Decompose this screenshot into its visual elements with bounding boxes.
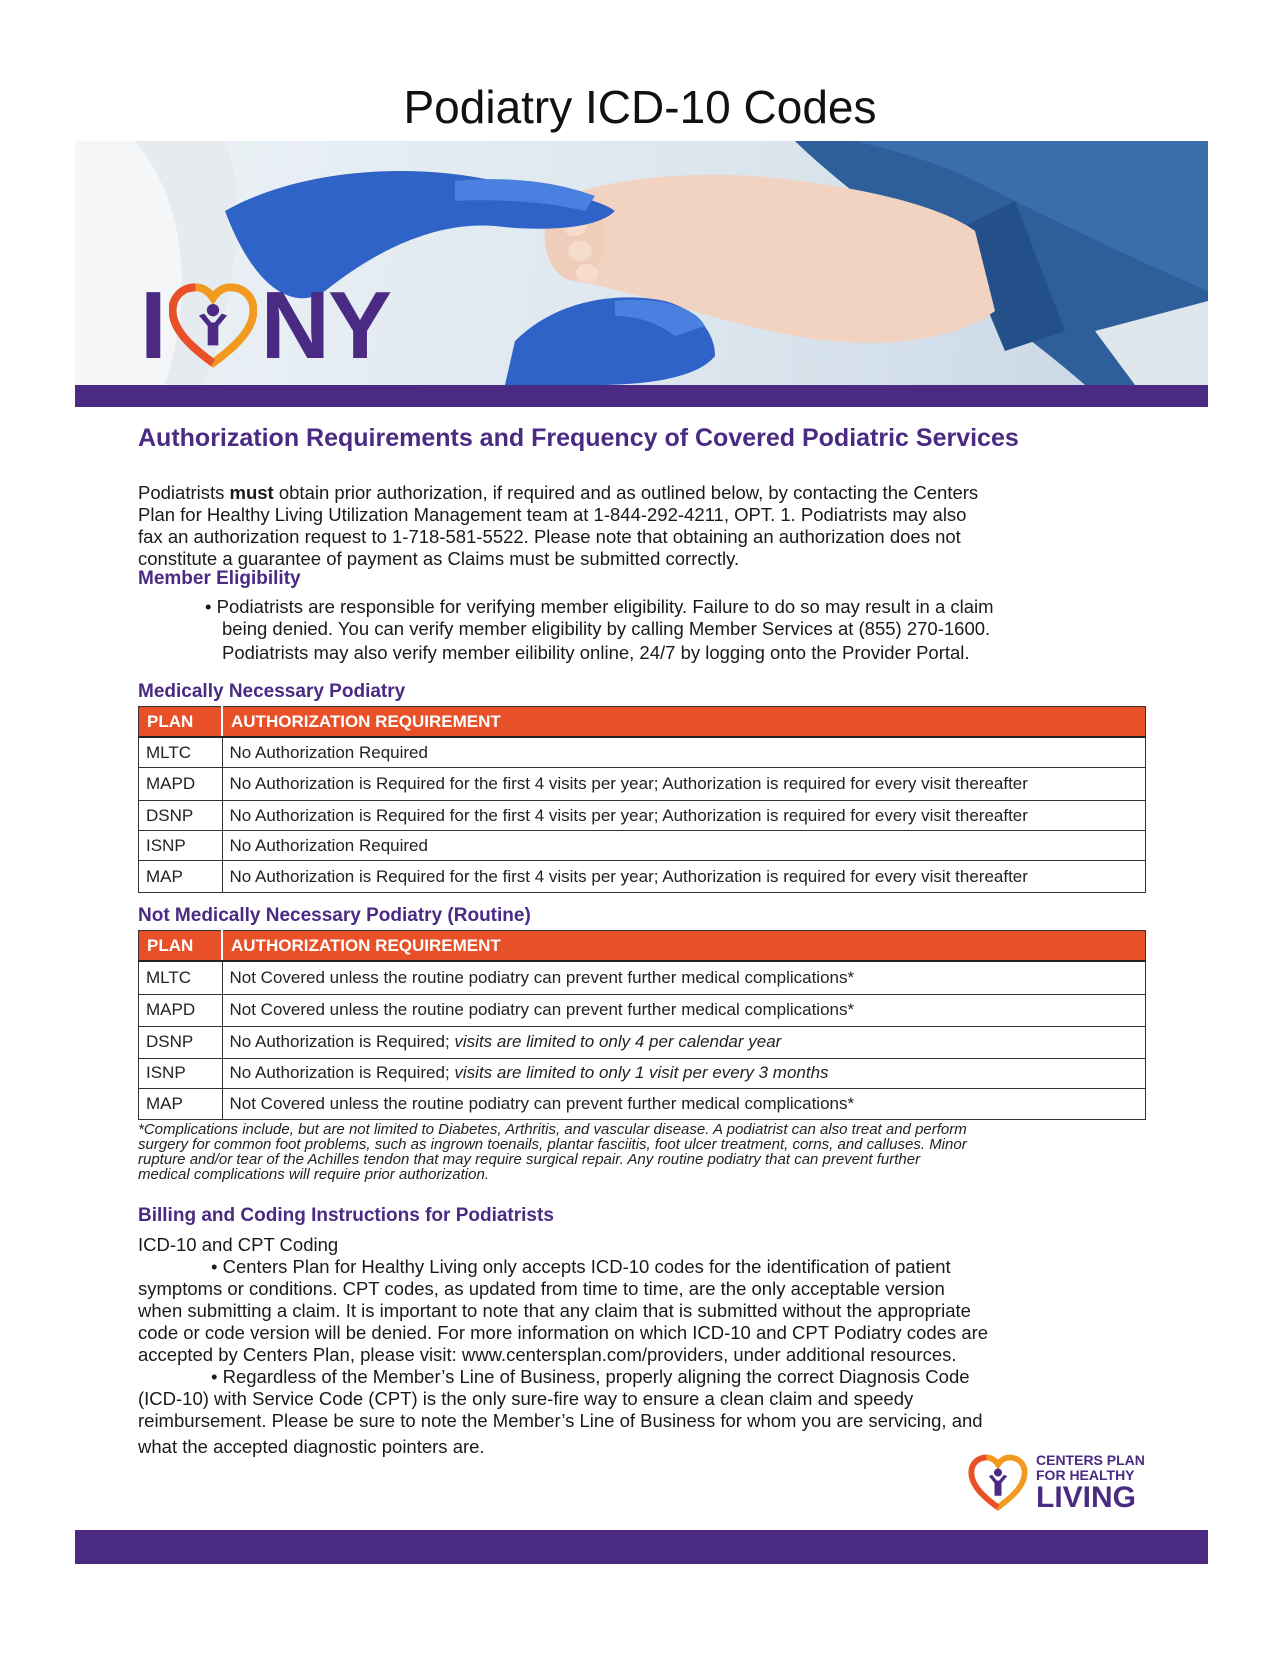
- member-eligibility-line-3: Podiatrists may also verify member eilibility online, 24/7 by logging onto the Provider Portal.: [222, 642, 970, 663]
- requirement-cell: No Authorization Required: [222, 737, 1146, 768]
- billing-p2-line-1: • Regardless of the Member’s Line of Business, properly aligning the correct Diagnosis Code: [211, 1366, 970, 1387]
- heart-person-icon: [968, 1454, 1028, 1512]
- plan-cell: ISNP: [139, 831, 223, 861]
- column-header-plan: PLAN: [139, 931, 223, 962]
- requirement-cell: [222, 961, 1146, 994]
- requirement-cell: [222, 1026, 1146, 1058]
- wordmark-line-3: LIVING: [1036, 1481, 1137, 1514]
- table-row: [139, 737, 1146, 768]
- footnote-line-4: medical complications will require prior authorization.: [138, 1166, 489, 1183]
- billing-p1-line-3: when submitting a claim. It is important to note that any claim that is submitted without the appropriate: [138, 1300, 971, 1321]
- hero-image: [75, 141, 1208, 385]
- billing-p1-line-5: accepted by Centers Plan, please visit: www.centersplan.com/providers, under additional resources.: [138, 1344, 957, 1365]
- intro-line-2: Plan for Healthy Living Utilization Management team at 1-844-292-4211, OPT. 1. Podiatrists may also: [138, 504, 967, 525]
- billing-heading: Billing and Coding Instructions for Podiatrists: [138, 1205, 554, 1226]
- requirement-limit: visits are limited to only 1 visit per every 3 months: [454, 1063, 829, 1082]
- plan-cell: ISNP: [139, 1058, 223, 1088]
- requirement-text: No Authorization is Required;: [229, 1032, 455, 1051]
- member-eligibility-line-2: being denied. You can verify member eligibility by calling Member Services at (855) 270-1600.: [222, 618, 991, 639]
- intro-line-3: fax an authorization request to 1-718-581-5522. Please note that obtaining an authorization does not: [138, 526, 961, 547]
- logo-letter-i: I: [140, 272, 165, 379]
- requirement-text: Not Covered unless the routine podiatry can prevent further medical complications*: [229, 1093, 855, 1113]
- table-row: [139, 1088, 1146, 1119]
- requirement-cell: [222, 994, 1146, 1026]
- table-row: [139, 1058, 1146, 1088]
- table-header-row: [139, 931, 1146, 962]
- table-row: [139, 1026, 1146, 1058]
- intro-line-4: constitute a guarantee of payment as Claims must be submitted correctly.: [138, 548, 740, 569]
- plan-cell: MAP: [139, 861, 223, 893]
- billing-section: [138, 1234, 1148, 1458]
- footnote-line-2: surgery for common foot problems, such as ingrown toenails, plantar fasciitis, foot ulcer treatment, corns, and calluses. Minor: [138, 1136, 967, 1153]
- billing-p2-line-3: reimbursement. Please be sure to note the Member’s Line of Business for whom you are servicing, and: [138, 1410, 983, 1431]
- table-row: [139, 994, 1146, 1026]
- wordmark-line-1: CENTERS PLAN: [1036, 1452, 1145, 1468]
- requirement-text: No Authorization is Required;: [229, 1063, 455, 1082]
- billing-p1-line-4: code or code version will be denied. For more information on which ICD-10 and CPT Podiatry codes are: [138, 1322, 989, 1343]
- requirement-cell: No Authorization Required: [222, 831, 1146, 861]
- plan-cell: MAPD: [139, 994, 223, 1026]
- billing-p2-line-4: what the accepted diagnostic pointers are.: [138, 1436, 485, 1457]
- footnote-line-1: *Complications include, but are not limited to Diabetes, Arthritis, and vascular disease. A podiatrist can also treat and perform: [138, 1121, 967, 1138]
- plan-cell: DSNP: [139, 801, 223, 831]
- member-eligibility-line-1: • Podiatrists are responsible for verifying member eligibility. Failure to do so may result in a claim: [205, 596, 994, 617]
- billing-p1-line-2: symptoms or conditions. CPT codes, as updated from time to time, are the only acceptable version: [138, 1278, 945, 1299]
- requirement-cell: No Authorization is Required for the first 4 visits per year; Authorization is required for every visit thereafter: [222, 801, 1146, 831]
- medically-necessary-heading: Medically Necessary Podiatry: [138, 681, 406, 702]
- section-heading: Authorization Requirements and Frequency of Covered Podiatric Services: [138, 424, 1019, 452]
- requirement-limit: visits are limited to only 4 per calendar year: [454, 1032, 782, 1051]
- plan-cell: MAP: [139, 1088, 223, 1119]
- intro-paragraph: [138, 482, 1138, 570]
- billing-p2-line-2: (ICD-10) with Service Code (CPT) is the only sure-fire way to ensure a clean claim and speedy: [138, 1388, 914, 1409]
- centers-plan-logo: [968, 1453, 1145, 1513]
- footer-purple-bar: [75, 1530, 1208, 1564]
- medically-necessary-table: [138, 706, 1146, 893]
- table-row: [139, 831, 1146, 861]
- requirement-text: Not Covered unless the routine podiatry can prevent further medical complications*: [229, 967, 855, 987]
- hero-purple-bar: [75, 385, 1208, 407]
- centers-plan-wordmark: [1036, 1453, 1145, 1513]
- plan-cell: DSNP: [139, 1026, 223, 1058]
- plan-cell: MLTC: [139, 737, 223, 768]
- table-header-row: [139, 707, 1146, 738]
- billing-p1-line-1: • Centers Plan for Healthy Living only accepts ICD-10 codes for the identification of patient: [211, 1256, 951, 1277]
- complications-footnote: [138, 1122, 1143, 1182]
- column-header-plan: PLAN: [139, 707, 223, 738]
- table-row: [139, 768, 1146, 801]
- not-medically-necessary-table: [138, 930, 1146, 1120]
- plan-cell: MLTC: [139, 961, 223, 994]
- intro-line-1-pre: Podiatrists: [138, 482, 230, 503]
- i-love-ny-logo: [140, 271, 390, 381]
- logo-letters-ny: NY: [260, 272, 391, 379]
- requirement-text: Not Covered unless the routine podiatry can prevent further medical complications*: [229, 1000, 855, 1019]
- not-medically-necessary-heading: Not Medically Necessary Podiatry (Routine): [138, 905, 531, 926]
- footnote-line-3: rupture and/or tear of the Achilles tendon that may require surgical repair. Any routine podiatry that can prevent further: [138, 1151, 921, 1168]
- intro-line-1-post: obtain prior authorization, if required and as outlined below, by contacting the Centers: [273, 482, 979, 503]
- wordmark-line-2: FOR HEALTHY: [1036, 1467, 1135, 1483]
- requirement-cell: No Authorization is Required for the first 4 visits per year; Authorization is required for every visit thereafter: [222, 768, 1146, 801]
- column-header-authorization: AUTHORIZATION REQUIREMENT: [222, 931, 1146, 962]
- table-row: [139, 801, 1146, 831]
- column-header-authorization: AUTHORIZATION REQUIREMENT: [222, 707, 1146, 738]
- requirement-cell: [222, 1088, 1146, 1119]
- intro-emphasis-must: must: [229, 482, 274, 503]
- requirement-cell: [222, 1058, 1146, 1088]
- requirement-cell: No Authorization is Required for the first 4 visits per year; Authorization is required for every visit thereafter: [222, 861, 1146, 893]
- intro-line-1: [138, 482, 1138, 504]
- plan-cell: MAPD: [139, 768, 223, 801]
- page-title: Podiatry ICD-10 Codes: [403, 81, 877, 133]
- heart-person-icon: [169, 282, 257, 370]
- table-row: [139, 861, 1146, 893]
- billing-subheading: ICD-10 and CPT Coding: [138, 1234, 339, 1255]
- table-row: [139, 961, 1146, 994]
- member-eligibility-heading: Member Eligibility: [138, 568, 301, 589]
